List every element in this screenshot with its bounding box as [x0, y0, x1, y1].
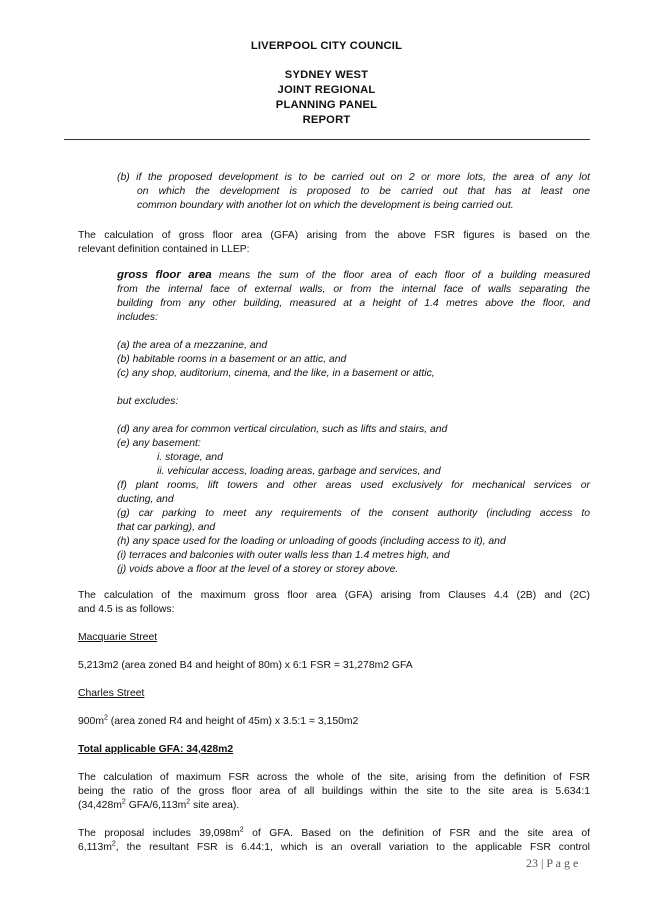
includes-item-a: (a) the area of a mezzanine, and: [117, 340, 268, 351]
gfa-intro-line-1: The calculation of gross floor area (GFA) arising from the above FSR figures is based on the: [78, 230, 590, 241]
charles-calc-part-1: 900m: [78, 716, 104, 727]
clause-b-line-3: common boundary with another lot on which the development is being carried out.: [137, 200, 514, 211]
fsr-para-line-3-part-1: (34,428m: [78, 800, 122, 811]
proposal-line-1-part-1: The proposal includes 39,098m: [78, 828, 240, 839]
proposal-para-line-1: [78, 827, 590, 841]
macquarie-street-calculation: 5,213m2 (area zoned B4 and height of 80m) x 6:1 FSR = 31,278m2 GFA: [78, 660, 413, 671]
but-excludes-label: but excludes:: [117, 396, 179, 407]
definition-term: gross floor area: [117, 269, 212, 281]
definition-line-1: [117, 269, 590, 283]
fsr-para-line-3-part-2: GFA/6,113m: [125, 800, 187, 811]
panel-title-line-3: PLANNING PANEL: [275, 99, 378, 111]
proposal-line-2-part-1: 6,113m: [78, 842, 112, 853]
page-number: 23 | P a g e: [526, 856, 579, 870]
definition-line-3: building from any other building, measured at a height of 1.4 metres above the floor, and: [117, 298, 590, 309]
panel-title-line-4: REPORT: [302, 114, 351, 126]
header-divider: [64, 139, 590, 140]
definition-line-4: includes:: [117, 312, 159, 323]
macquarie-street-heading: Macquarie Street: [78, 632, 158, 643]
excludes-item-h: (h) any space used for the loading or unloading of goods (including access to it), and: [117, 536, 506, 547]
charles-calc-part-2: (area zoned R4 and height of 45m) x 3.5:1 = 3,150m2: [107, 716, 359, 727]
excludes-item-g-line-1: (g) car parking to meet any requirements of the consent authority (including access to: [117, 508, 590, 519]
charles-street-heading: Charles Street: [78, 688, 145, 699]
charles-street-calculation: [78, 715, 358, 729]
fsr-para-superscript-1: 2: [121, 798, 126, 806]
proposal-line-1-part-2: of GFA. Based on the definition of FSR and the site area of: [243, 828, 590, 839]
definition-line-2: from the internal face of external walls, or from the internal face of walls separating the: [117, 284, 590, 295]
panel-title-line-2: JOINT REGIONAL: [277, 84, 376, 96]
excludes-item-i: (i) terraces and balconies with outer walls less than 1.4 metres high, and: [117, 550, 450, 561]
excludes-item-f-line-1: (f) plant rooms, lift towers and other areas used exclusively for mechanical services or: [117, 480, 590, 491]
excludes-item-g-line-2: that car parking), and: [117, 522, 216, 533]
includes-item-b: (b) habitable rooms in a basement or an attic, and: [117, 354, 347, 365]
proposal-line-2-part-2: , the resultant FSR is 6.44:1, which is an overall variation to the applicable FSR control: [115, 842, 590, 853]
excludes-item-j: (j) voids above a floor at the level of a storey or storey above.: [117, 564, 399, 575]
panel-title-line-1: SYDNEY WEST: [284, 69, 369, 81]
council-title: LIVERPOOL CITY COUNCIL: [250, 40, 403, 52]
excludes-item-e-i: i. storage, and: [157, 452, 223, 463]
fsr-para-line-2: being the ratio of the gross floor area of all buildings within the site to the site area is 5.634:1: [78, 786, 590, 797]
total-applicable-gfa: Total applicable GFA: 34,428m2: [78, 744, 234, 755]
excludes-item-d: (d) any area for common vertical circulation, such as lifts and stairs, and: [117, 424, 448, 435]
includes-item-c: (c) any shop, auditorium, cinema, and the like, in a basement or attic,: [117, 368, 435, 379]
max-gfa-intro-line-1: The calculation of the maximum gross floor area (GFA) arising from Clauses 4.4 (2B) and (2C): [78, 590, 590, 601]
proposal-para-line-2: [78, 841, 590, 855]
excludes-item-e-ii: ii. vehicular access, loading areas, garbage and services, and: [157, 466, 441, 477]
fsr-para-line-3-part-3: site area).: [190, 800, 240, 811]
charles-calc-superscript: 2: [104, 714, 108, 722]
proposal-line-1-superscript: 2: [239, 826, 244, 834]
fsr-para-line-3: [78, 799, 239, 813]
clause-b-line-1: (b) if the proposed development is to be carried out on 2 or more lots, the area of any lot: [117, 172, 590, 183]
excludes-item-f-line-2: ducting, and: [117, 494, 174, 505]
excludes-item-e: (e) any basement:: [117, 438, 201, 449]
proposal-line-2-superscript: 2: [111, 840, 116, 848]
max-gfa-intro-line-2: and 4.5 is as follows:: [78, 604, 175, 615]
gfa-intro-line-2: relevant definition contained in LLEP:: [78, 244, 250, 255]
fsr-para-superscript-2: 2: [186, 798, 191, 806]
clause-b-line-2: on which the development is proposed to be carried out that has at least one: [137, 186, 590, 197]
definition-line-1-text: means the sum of the floor area of each floor of a building measured: [218, 270, 590, 281]
fsr-para-line-1: The calculation of maximum FSR across the whole of the site, arising from the definition of FSR: [78, 772, 590, 783]
